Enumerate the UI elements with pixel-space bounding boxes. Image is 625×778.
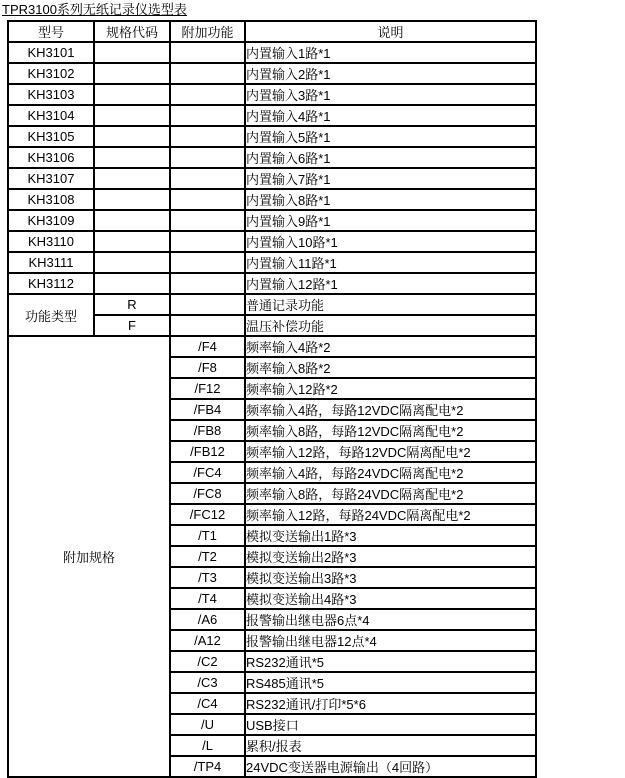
empty-cell	[170, 273, 245, 294]
description-cell: 频率输入8路*2	[245, 357, 536, 378]
addon-code-cell: /FC4	[170, 462, 245, 483]
description-cell: 频率输入12路，每路12VDC隔离配电*2	[245, 441, 536, 462]
empty-cell	[170, 126, 245, 147]
description-cell: 温压补偿功能	[245, 315, 536, 336]
model-cell: KH3109	[8, 210, 94, 231]
description-cell: 频率输入4路，每路12VDC隔离配电*2	[245, 399, 536, 420]
description-cell: 内置输入8路*1	[245, 189, 536, 210]
addon-code-cell: /F4	[170, 336, 245, 357]
table-row-model	[8, 105, 536, 126]
empty-cell	[170, 252, 245, 273]
table-row-model	[8, 63, 536, 84]
addon-code-cell: /FB4	[170, 399, 245, 420]
description-cell: 内置输入11路*1	[245, 252, 536, 273]
empty-cell	[94, 42, 170, 63]
description-cell: 模拟变送输出1路*3	[245, 525, 536, 546]
description-cell: 内置输入3路*1	[245, 84, 536, 105]
empty-cell	[94, 168, 170, 189]
model-cell: KH3102	[8, 63, 94, 84]
header-row	[8, 21, 536, 42]
description-cell: 内置输入10路*1	[245, 231, 536, 252]
description-cell: RS485通讯*5	[245, 672, 536, 693]
addon-code-cell: /FC8	[170, 483, 245, 504]
description-cell: 24VDC变送器电源输出（4回路）	[245, 756, 536, 777]
table-row-model	[8, 126, 536, 147]
addon-code-cell: /L	[170, 735, 245, 756]
table-row-model	[8, 147, 536, 168]
addon-code-cell: /U	[170, 714, 245, 735]
empty-cell	[170, 315, 245, 336]
page-title: TPR3100系列无纸记录仪选型表	[2, 2, 187, 17]
empty-cell	[94, 126, 170, 147]
description-cell: 模拟变送输出4路*3	[245, 588, 536, 609]
description-cell: 频率输入4路，每路24VDC隔离配电*2	[245, 462, 536, 483]
addon-code-cell: /A6	[170, 609, 245, 630]
addon-code-cell: /FB8	[170, 420, 245, 441]
spec-code-cell: F	[94, 315, 170, 336]
table-row-model	[8, 189, 536, 210]
model-cell: KH3105	[8, 126, 94, 147]
addon-code-cell: /C3	[170, 672, 245, 693]
header-description: 说明	[245, 21, 536, 42]
table-row-model	[8, 231, 536, 252]
empty-cell	[94, 84, 170, 105]
addon-code-cell: /A12	[170, 630, 245, 651]
header-model: 型号	[8, 21, 94, 42]
description-cell: 频率输入8路，每路12VDC隔离配电*2	[245, 420, 536, 441]
description-cell: 频率输入12路*2	[245, 378, 536, 399]
table-row-model	[8, 84, 536, 105]
empty-cell	[170, 189, 245, 210]
header-spec-code: 规格代码	[94, 21, 170, 42]
model-cell: KH3110	[8, 231, 94, 252]
spec-code-cell: R	[94, 294, 170, 315]
empty-cell	[170, 105, 245, 126]
description-cell: 累积/报表	[245, 735, 536, 756]
empty-cell	[94, 105, 170, 126]
table-row-function-type	[8, 294, 536, 315]
empty-cell	[94, 231, 170, 252]
table-row-model	[8, 42, 536, 63]
description-cell: 报警输出继电器6点*4	[245, 609, 536, 630]
model-cell: KH3108	[8, 189, 94, 210]
addon-code-cell: /C2	[170, 651, 245, 672]
model-cell: KH3101	[8, 42, 94, 63]
table-row-model	[8, 273, 536, 294]
description-cell: USB接口	[245, 714, 536, 735]
empty-cell	[94, 210, 170, 231]
table-row-model	[8, 210, 536, 231]
description-cell: 模拟变送输出2路*3	[245, 546, 536, 567]
description-cell: 频率输入8路，每路24VDC隔离配电*2	[245, 483, 536, 504]
model-cell: KH3104	[8, 105, 94, 126]
addon-code-cell: /TP4	[170, 756, 245, 777]
description-cell: 报警输出继电器12点*4	[245, 630, 536, 651]
selection-table	[7, 20, 537, 778]
model-cell: KH3103	[8, 84, 94, 105]
empty-cell	[94, 63, 170, 84]
table-row-addon	[8, 336, 536, 357]
empty-cell	[170, 63, 245, 84]
addon-code-cell: /F8	[170, 357, 245, 378]
description-cell: 内置输入5路*1	[245, 126, 536, 147]
model-cell: KH3106	[8, 147, 94, 168]
description-cell: RS232通讯/打印*5*6	[245, 693, 536, 714]
empty-cell	[170, 84, 245, 105]
empty-cell	[170, 294, 245, 315]
addon-code-cell: /T3	[170, 567, 245, 588]
model-cell: KH3111	[8, 252, 94, 273]
header-addon: 附加功能	[170, 21, 245, 42]
addon-code-cell: /T4	[170, 588, 245, 609]
empty-cell	[94, 252, 170, 273]
description-cell: 频率输入12路，每路24VDC隔离配电*2	[245, 504, 536, 525]
model-cell: KH3112	[8, 273, 94, 294]
description-cell: 内置输入1路*1	[245, 42, 536, 63]
empty-cell	[94, 189, 170, 210]
description-cell: RS232通讯*5	[245, 651, 536, 672]
empty-cell	[170, 231, 245, 252]
addon-code-cell: /FC12	[170, 504, 245, 525]
empty-cell	[170, 147, 245, 168]
empty-cell	[94, 273, 170, 294]
empty-cell	[170, 168, 245, 189]
empty-cell	[170, 42, 245, 63]
additional-spec-label: 附加规格	[8, 336, 170, 777]
empty-cell	[170, 210, 245, 231]
description-cell: 内置输入6路*1	[245, 147, 536, 168]
description-cell: 内置输入7路*1	[245, 168, 536, 189]
table-row-model	[8, 168, 536, 189]
description-cell: 内置输入12路*1	[245, 273, 536, 294]
description-cell: 普通记录功能	[245, 294, 536, 315]
description-cell: 内置输入2路*1	[245, 63, 536, 84]
addon-code-cell: /T1	[170, 525, 245, 546]
addon-code-cell: /C4	[170, 693, 245, 714]
model-cell: KH3107	[8, 168, 94, 189]
description-cell: 频率输入4路*2	[245, 336, 536, 357]
empty-cell	[94, 147, 170, 168]
addon-code-cell: /FB12	[170, 441, 245, 462]
description-cell: 内置输入4路*1	[245, 105, 536, 126]
addon-code-cell: /T2	[170, 546, 245, 567]
description-cell: 内置输入9路*1	[245, 210, 536, 231]
description-cell: 模拟变送输出3路*3	[245, 567, 536, 588]
addon-code-cell: /F12	[170, 378, 245, 399]
function-type-label: 功能类型	[8, 294, 94, 336]
table-row-model	[8, 252, 536, 273]
